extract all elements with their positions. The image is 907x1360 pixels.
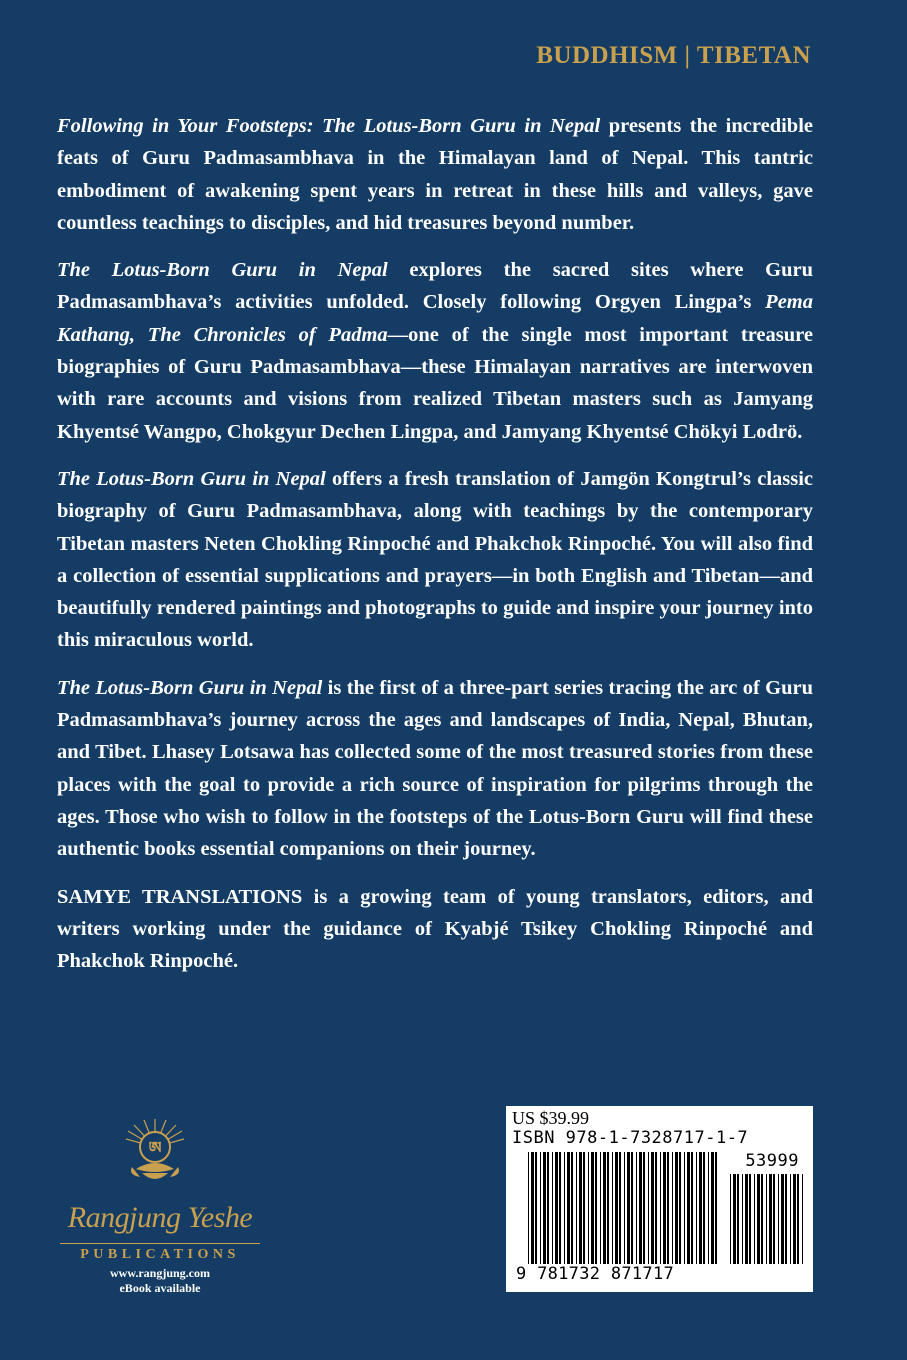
publisher-name: Rangjung Yeshe	[67, 1201, 253, 1234]
barcode-bar	[607, 1152, 609, 1264]
barcode-label	[506, 1106, 813, 1292]
barcode-bar	[684, 1152, 685, 1264]
barcode-bar	[790, 1174, 791, 1264]
publisher-url: www.rangjung.com	[109, 1266, 210, 1280]
barcode-bar	[781, 1174, 784, 1264]
publisher-logo	[50, 1115, 260, 1305]
price: US $39.99	[512, 1108, 590, 1128]
barcode-bar	[615, 1152, 618, 1264]
barcode-bar	[757, 1174, 760, 1264]
barcode-bar	[631, 1152, 633, 1264]
barcode-bar	[703, 1152, 705, 1264]
barcode-bar	[571, 1152, 573, 1264]
barcode-bar	[672, 1152, 673, 1264]
barcode-bar	[643, 1152, 645, 1264]
paragraph-2: The Lotus-Born Guru in Nepal explores the sacred sites where Guru Padmasambhava’s activities unfolded. Closely following Orgyen Lingpa’s Pema Kathang, The Chronicles of Padma—one of the single most important treasure biographies of Guru Padmasambhava—these Himalayan narratives are interwoven with rare accounts and visions from realized Tibetan masters such as Jamyang Khyentsé Wangpo, Chokgyur Dechen Lingpa, and Jamyang Khyentsé Chökyi Lodrö.	[57, 259, 813, 443]
barcode-bar	[730, 1174, 731, 1264]
barcode-bar	[699, 1152, 702, 1264]
barcode-bar	[667, 1152, 669, 1264]
barcode-bar	[627, 1152, 630, 1264]
lotus-emblem-icon	[122, 1117, 188, 1187]
barcode-bar	[663, 1152, 666, 1264]
barcode-bar	[579, 1152, 582, 1264]
barcode-bar	[773, 1174, 775, 1264]
barcode-bar	[564, 1152, 565, 1264]
barcode-bar	[785, 1174, 787, 1264]
barcode-bar	[591, 1152, 594, 1264]
category-label: BUDDHISM | TIBETAN	[536, 42, 811, 69]
barcode-bar	[651, 1152, 654, 1264]
paragraph-3: The Lotus-Born Guru in Nepal offers a fresh translation of Jamgön Kongtrul’s classic biography of Guru Padmasambhava, along with teachings by the contemporary Tibetan masters Neten Chokling Rinpoché and Phakchok Rinpoché. You will also find a collection of essential supplications and prayers—in both English and Tibetan—and beautifully rendered paintings and photographs to guide and inspire your journey into this miraculous world.	[57, 467, 814, 652]
barcode-bar	[761, 1174, 763, 1264]
barcode-bar	[612, 1152, 613, 1264]
barcode-bar	[797, 1174, 799, 1264]
barcode-bar	[603, 1152, 606, 1264]
barcode-bar	[675, 1152, 678, 1264]
barcode-bar	[595, 1152, 597, 1264]
barcode-bar	[535, 1152, 537, 1264]
barcode-bar	[576, 1152, 577, 1264]
barcode-bar	[715, 1152, 717, 1264]
barcode-bar	[745, 1174, 748, 1264]
barcode-bar	[749, 1174, 751, 1264]
barcode-bar	[766, 1174, 767, 1264]
barcode-bar	[600, 1152, 601, 1264]
barcode-bar	[793, 1174, 796, 1264]
barcode-bar	[708, 1152, 709, 1264]
barcode-bar	[655, 1152, 657, 1264]
barcode-digits: 9 781732 871717	[516, 1264, 675, 1284]
source-title: Pema Kathang, The Chronicles of Padma	[57, 291, 813, 346]
back-cover-description	[57, 110, 813, 992]
barcode-bar	[588, 1152, 589, 1264]
barcode-bar	[754, 1174, 755, 1264]
book-title: Following in Your Footsteps: The Lotus-Born Guru in Nepal	[57, 115, 601, 137]
barcode-bar	[583, 1152, 585, 1264]
book-title: The Lotus-Born Guru in Nepal	[57, 467, 326, 490]
barcode-bar	[696, 1152, 697, 1264]
barcode-bar	[660, 1152, 661, 1264]
barcode-bar	[543, 1152, 546, 1264]
barcode-bar	[742, 1174, 743, 1264]
barcode-bar	[691, 1152, 693, 1264]
barcode-bar	[531, 1152, 534, 1264]
barcode-bar	[737, 1174, 739, 1264]
barcode-bar	[567, 1152, 570, 1264]
book-title: The Lotus-Born Guru in Nepal	[57, 259, 388, 282]
barcode-bar	[636, 1152, 637, 1264]
svg-text:ཨ: ཨ	[148, 1138, 162, 1157]
barcode-bar	[619, 1152, 621, 1264]
paragraph-4: The Lotus-Born Guru in Nepal is the first of a three-part series tracing the arc of Guru Padmasambhava’s journey across the ages and landscapes of India, Nepal, Bhutan, and Tibet. Lhasey Lotsawa has collected some of the most treasured stories from these places with the goal to provide a rich source of inspiration for pilgrims through the ages. Those who wish to follow in the footsteps of the Lotus-Born Guru will find these authentic books essential companions on their journey.	[57, 676, 813, 861]
barcode-bar	[679, 1152, 681, 1264]
isbn-number: ISBN 978-1-7328717-1-7	[512, 1128, 749, 1148]
barcode-bar	[711, 1152, 714, 1264]
barcode-bar	[547, 1152, 549, 1264]
barcode-bar	[778, 1174, 779, 1264]
book-title: The Lotus-Born Guru in Nepal	[57, 676, 323, 699]
barcode-bar	[528, 1152, 529, 1264]
ebook-note: eBook available	[119, 1281, 201, 1295]
barcode-bar	[802, 1174, 803, 1264]
barcode-bar	[624, 1152, 625, 1264]
barcode-bar	[733, 1174, 736, 1264]
barcode-bar	[555, 1152, 558, 1264]
publisher-subtitle: PUBLICATIONS	[60, 1243, 260, 1263]
paragraph-5: SAMYE TRANSLATIONS is a growing team of young translators, editors, and writers working under the guidance of Kyabjé Tsikey Chokling Rinpoché and Phakchok Rinpoché.	[57, 885, 813, 973]
barcode-bar	[559, 1152, 561, 1264]
price-addon-code: 53999	[745, 1151, 799, 1171]
paragraph-1: Following in Your Footsteps: The Lotus-Born Guru in Nepal presents the incredible feats of Guru Padmasambhava in the Himalayan land of Nepal. This tantric embodiment of awakening spent years in retreat in these hills and valleys, gave countless teachings to disciples, and hid treasures beyond number.	[57, 115, 813, 234]
barcode-bar	[769, 1174, 772, 1264]
barcode-bar	[552, 1152, 553, 1264]
barcode-bar	[639, 1152, 642, 1264]
barcode-bar	[648, 1152, 649, 1264]
barcode-bar	[540, 1152, 541, 1264]
barcode-bar	[687, 1152, 690, 1264]
